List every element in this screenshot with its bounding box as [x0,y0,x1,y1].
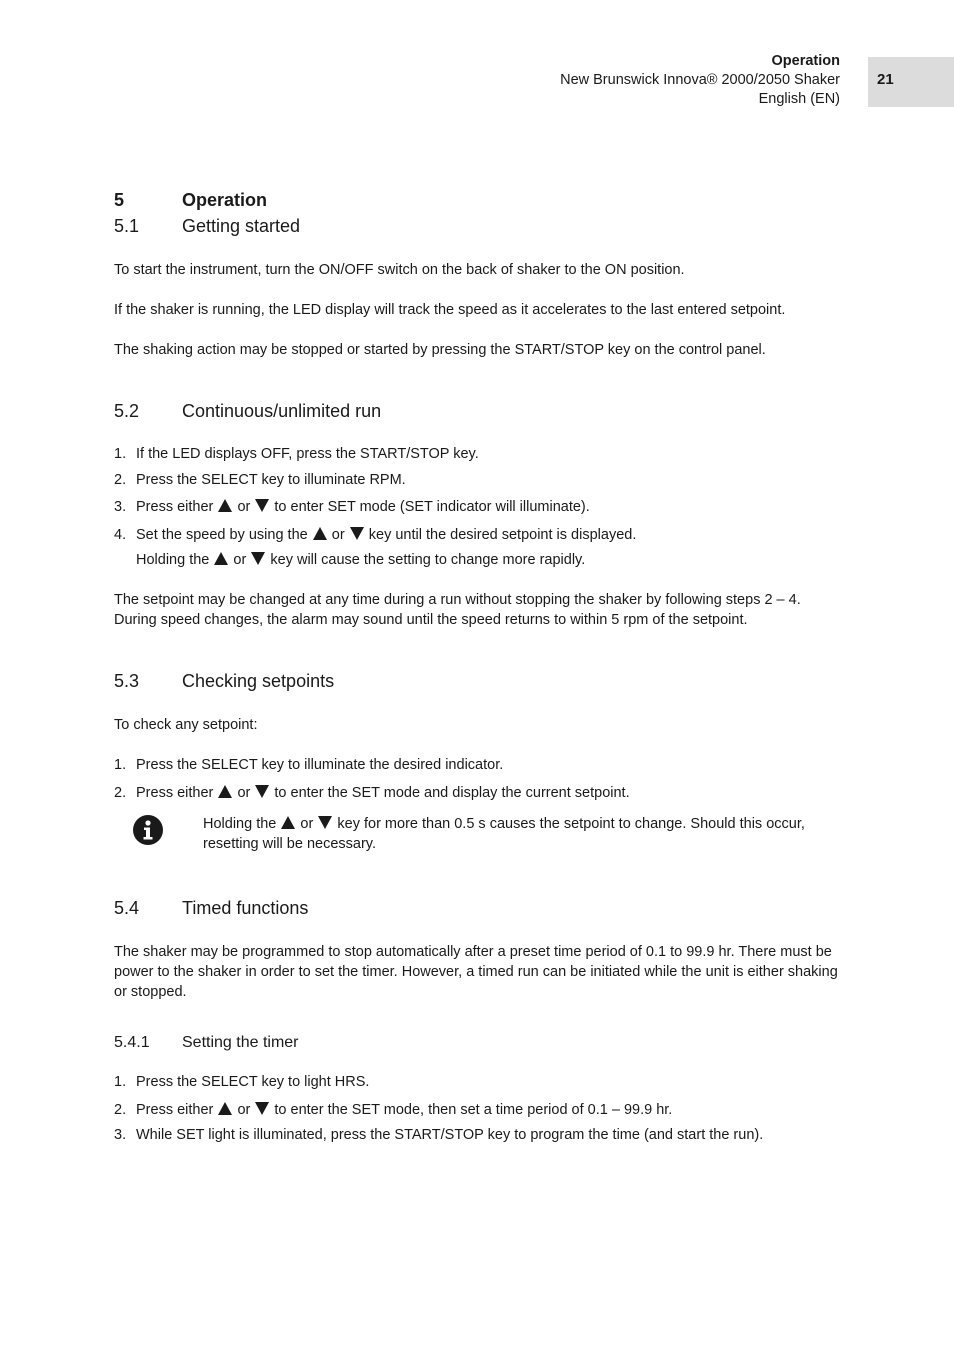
triangle-down-icon [318,816,332,829]
paragraph: The setpoint may be changed at any time during a run without stopping the shaker by following steps 2 – 4. During speed changes, the alarm may sound until the speed returns to within 5 rpm of the setpoint. [114,592,801,628]
triangle-down-icon [255,1102,269,1115]
heading-5-4-1: 5.4.1 Setting the timer [114,1034,299,1051]
triangle-up-icon [218,1102,232,1115]
running-header [560,52,840,109]
paragraph: The shaker may be programmed to stop automatically after a preset time period of 0.1 to 99.9 hr. There must be power to the shaker in order to set the timer. However, a timed run can be initiated while the unit is either shaking or stopped. [114,944,838,1000]
list-item: 3. Press either or to enter SET mode (SET indicator will illuminate). [114,499,590,515]
header-language: English (EN) [758,91,840,107]
heading-5-2: 5.2 Continuous/unlimited run [114,401,382,421]
triangle-up-icon [218,499,232,512]
list-item: 2. Press either or to enter the SET mode, then set a time period of 0.1 – 99.9 hr. [114,1102,673,1118]
paragraph: The shaking action may be stopped or started by pressing the START/STOP key on the control panel. [114,342,766,358]
triangle-down-icon [350,527,364,540]
paragraph: To start the instrument, turn the ON/OFF switch on the back of shaker to the ON position. [114,262,685,278]
triangle-up-icon [218,785,232,798]
triangle-up-icon [214,552,228,565]
info-icon [133,815,163,845]
page-number: 21 [877,71,894,88]
list-item: 1. Press the SELECT key to light HRS. [114,1074,370,1090]
heading-5-4: 5.4 Timed functions [114,898,309,918]
triangle-up-icon [313,527,327,540]
heading-5-3: 5.3 Checking setpoints [114,671,335,691]
list-item: 1. If the LED displays OFF, press the START/STOP key. [114,446,479,462]
page-number-box [868,57,954,107]
header-product: New Brunswick Innova® 2000/2050 Shaker [560,72,840,88]
paragraph: To check any setpoint: [114,717,258,733]
triangle-down-icon [255,499,269,512]
paragraph: If the shaker is running, the LED display will track the speed as it accelerates to the last entered setpoint. [114,302,786,318]
list-item: 1. Press the SELECT key to illuminate the desired indicator. [114,757,504,773]
list-item: 2. Press either or to enter the SET mode and display the current setpoint. [114,785,630,801]
triangle-down-icon [255,785,269,798]
header-section: Operation [771,53,840,69]
list-item: 3. While SET light is illuminated, press the START/STOP key to program the time (and start the run). [114,1127,764,1143]
heading-5: 5 Operation [114,190,268,210]
triangle-up-icon [281,816,295,829]
triangle-down-icon [251,552,265,565]
list-item-subtext: Holding the or key will cause the setting to change more rapidly. [136,552,586,568]
list-item: 2. Press the SELECT key to illuminate RPM. [114,472,406,488]
heading-5-1: 5.1 Getting started [114,216,301,236]
list-item: 4. Set the speed by using the or key until the desired setpoint is displayed. [114,527,637,543]
info-note: Holding the or key for more than 0.5 s causes the setpoint to change. Should this occur, resetting will be necessary. [203,816,805,852]
